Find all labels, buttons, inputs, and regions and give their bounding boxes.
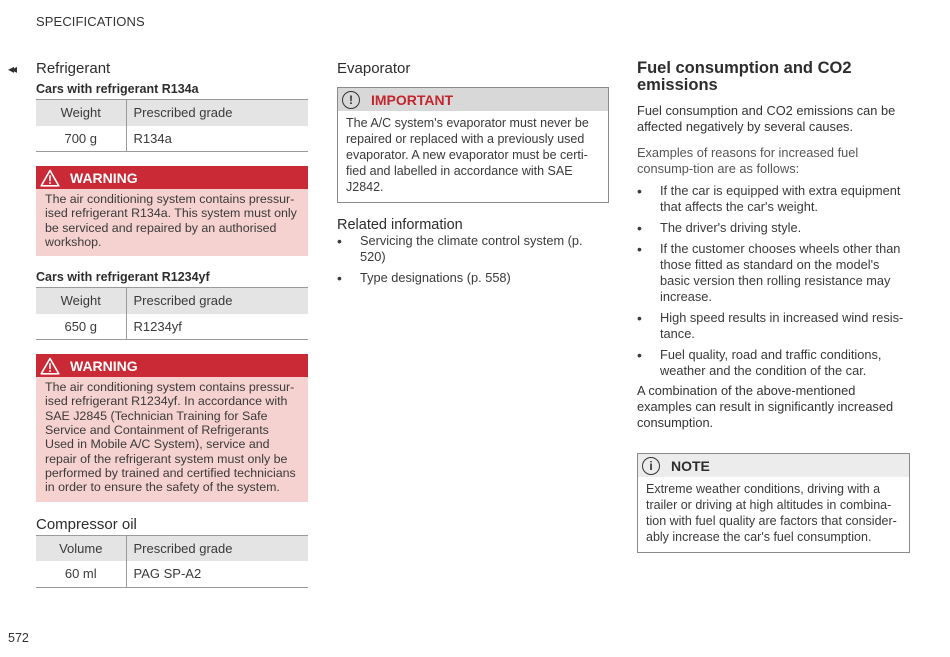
related-link[interactable]: • Servicing the climate control system (p. 520) [337, 233, 609, 265]
table-header-cell: Prescribed grade [126, 535, 308, 561]
fuel-consumption-column [637, 60, 910, 553]
note-box [637, 453, 910, 553]
refrigerant-column [36, 60, 308, 588]
warning-header [36, 166, 308, 189]
table-cell: R1234yf [126, 314, 308, 340]
examples-intro: Examples of reasons for increased fuel consump-tion are as follows: [637, 145, 859, 176]
note-text: Extreme weather conditions, driving with a trailer or driving at high altitudes in combina-tion with fuel quality are factors that consider-ably increase the car's fuel consumption. [646, 482, 897, 544]
table-header-cell: Prescribed grade [126, 100, 308, 126]
related-information-title: Related information [337, 217, 463, 233]
table-row [36, 314, 308, 340]
page-number: 572 [8, 631, 29, 645]
warning-box-r134a [36, 166, 308, 256]
list-item: • The driver's driving style. [637, 220, 910, 236]
important-text: The A/C system's evaporator must never be repaired or replaced with a previously used evaporator. A new evaporator must be certi-fied and labelled in accordance with SAE J2842. [346, 116, 589, 194]
warning-text: The air conditioning system contains pressur-ised refrigerant R134a. This system must only be serviced and repaired by an authorised workshop. [45, 192, 297, 249]
compressor-oil-table [36, 535, 308, 588]
warning-title: WARNING [70, 169, 138, 186]
compressor-oil-title: Compressor oil [36, 515, 137, 533]
fuel-consumption-title: Fuel consumption and CO2 emissions [637, 59, 852, 94]
table-cell: PAG SP-A2 [126, 561, 308, 587]
list-item: • If the customer chooses wheels other than those fitted as standard on the model's basic version then rolling resistance may increase. [637, 241, 910, 305]
r1234yf-subtitle: Cars with refrigerant R1234yf [36, 270, 210, 285]
conclusion-paragraph: A combination of the above-mentioned examples can result in significantly increased consumption. [637, 383, 894, 430]
list-item: • Fuel quality, road and traffic conditions, weather and the condition of the car. [637, 347, 910, 379]
list-item: • If the car is equipped with extra equipment that affects the car's weight. [637, 183, 910, 215]
note-header [638, 454, 909, 477]
table-header-row [36, 100, 308, 126]
evaporator-column [337, 60, 609, 291]
table-cell: 60 ml [36, 561, 126, 587]
table-header-cell: Weight [36, 288, 126, 314]
warning-title: WARNING [70, 357, 138, 374]
warning-triangle-icon [40, 169, 60, 187]
back-arrows-icon[interactable]: ◂◂ [8, 62, 15, 76]
refrigerant-title: Refrigerant [36, 60, 111, 77]
warning-text: The air conditioning system contains pressur-ised refrigerant R1234yf. In accordance with SAE J2845 (Technician Training for Safe Service and Containment of Refrigerants Used in Mobile A/C System), service and repair of the refrigerant system must only be performed by trained and certified technicians in order to ensure the safety of the system. [45, 380, 296, 495]
table-header-cell: Volume [36, 535, 126, 561]
table-row [36, 126, 308, 152]
info-icon: i [642, 457, 660, 475]
intro-paragraph: Fuel consumption and CO2 emissions can be affected negatively by several causes. [637, 103, 896, 134]
important-header [338, 88, 608, 111]
r134a-table [36, 99, 308, 152]
r134a-subtitle: Cars with refrigerant R134a [36, 82, 199, 96]
warning-box-r1234yf [36, 354, 308, 501]
warning-triangle-icon [40, 357, 60, 375]
table-header-cell: Prescribed grade [126, 288, 308, 314]
note-title: NOTE [671, 457, 710, 474]
r1234yf-table [36, 287, 308, 340]
related-link[interactable]: • Type designations (p. 558) [337, 270, 609, 286]
page-header: SPECIFICATIONS [36, 14, 145, 29]
exclamation-circle-icon: ! [342, 91, 360, 109]
table-cell: 700 g [36, 126, 126, 152]
warning-header [36, 354, 308, 377]
important-title: IMPORTANT [371, 91, 454, 108]
list-item: • High speed results in increased wind resis-tance. [637, 310, 910, 342]
reasons-list [637, 183, 910, 379]
table-header-row [36, 535, 308, 561]
table-header-row [36, 288, 308, 314]
important-box [337, 87, 609, 203]
table-cell: R134a [126, 126, 308, 152]
evaporator-title: Evaporator [337, 60, 411, 77]
table-header-cell: Weight [36, 100, 126, 126]
table-row [36, 561, 308, 587]
related-links-list [337, 233, 609, 286]
table-cell: 650 g [36, 314, 126, 340]
